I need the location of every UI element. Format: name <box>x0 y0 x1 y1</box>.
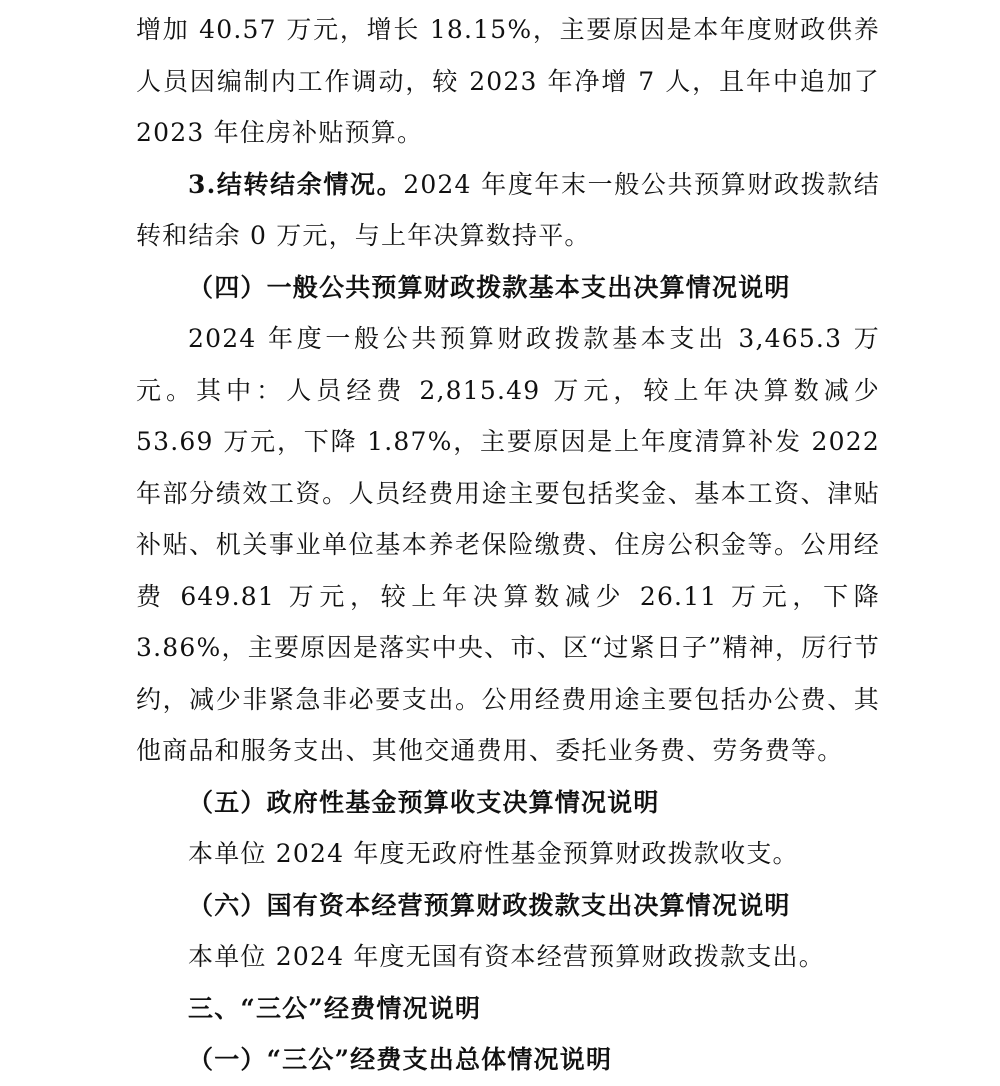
paragraph-basic-expenditure: 2024 年度一般公共预算财政拨款基本支出 3,465.3 万元。其中：人员经费 2,815.49 万元，较上年决算数减少 53.69 万元，下降 1.87%，主要原因是上年度清算补发 2022 年部分绩效工资。人员经费用途主要包括奖金、基本工资、津贴补贴、机关事业单位基本养老保险缴费、住房公积金等。公用经费 649.81 万元，较上年决算数减少 26.11 万元，下降 3.86%，主要原因是落实中央、市、区“过紧日子”精神，厉行节约，减少非紧急非必要支出。公用经费用途主要包括办公费、其他商品和服务支出、其他交通费用、委托业务费、劳务费等。 <box>136 324 880 765</box>
carryover-label: 3.结转结余情况。 <box>188 169 404 199</box>
heading-three-public-overview: （一）“三公”经费支出总体情况说明 <box>188 1045 613 1074</box>
heading-government-fund: （五）政府性基金预算收支决算情况说明 <box>188 787 660 817</box>
paragraph-government-fund: 本单位 2024 年度无政府性基金预算财政拨款收支。 <box>188 839 799 868</box>
paragraph-continuation: 增加 40.57 万元，增长 18.15%，主要原因是本年度财政供养人员因编制内工作调动，较 2023 年净增 7 人，且年中追加了 2023 年住房补贴预算。 <box>136 15 880 147</box>
heading-state-capital: （六）国有资本经营预算财政拨款支出决算情况说明 <box>188 890 791 920</box>
heading-basic-expenditure: （四）一般公共预算财政拨款基本支出决算情况说明 <box>188 272 791 302</box>
paragraph-carryover <box>136 159 880 262</box>
section-title-three-public: 三、“三公”经费情况说明 <box>188 993 482 1023</box>
carryover-text: 2024 年度年末一般公共预算财政拨款结转和结余 0 万元，与上年决算数持平。 <box>136 169 880 250</box>
document-body <box>136 4 880 1086</box>
paragraph-state-capital: 本单位 2024 年度无国有资本经营预算财政拨款支出。 <box>188 942 825 971</box>
